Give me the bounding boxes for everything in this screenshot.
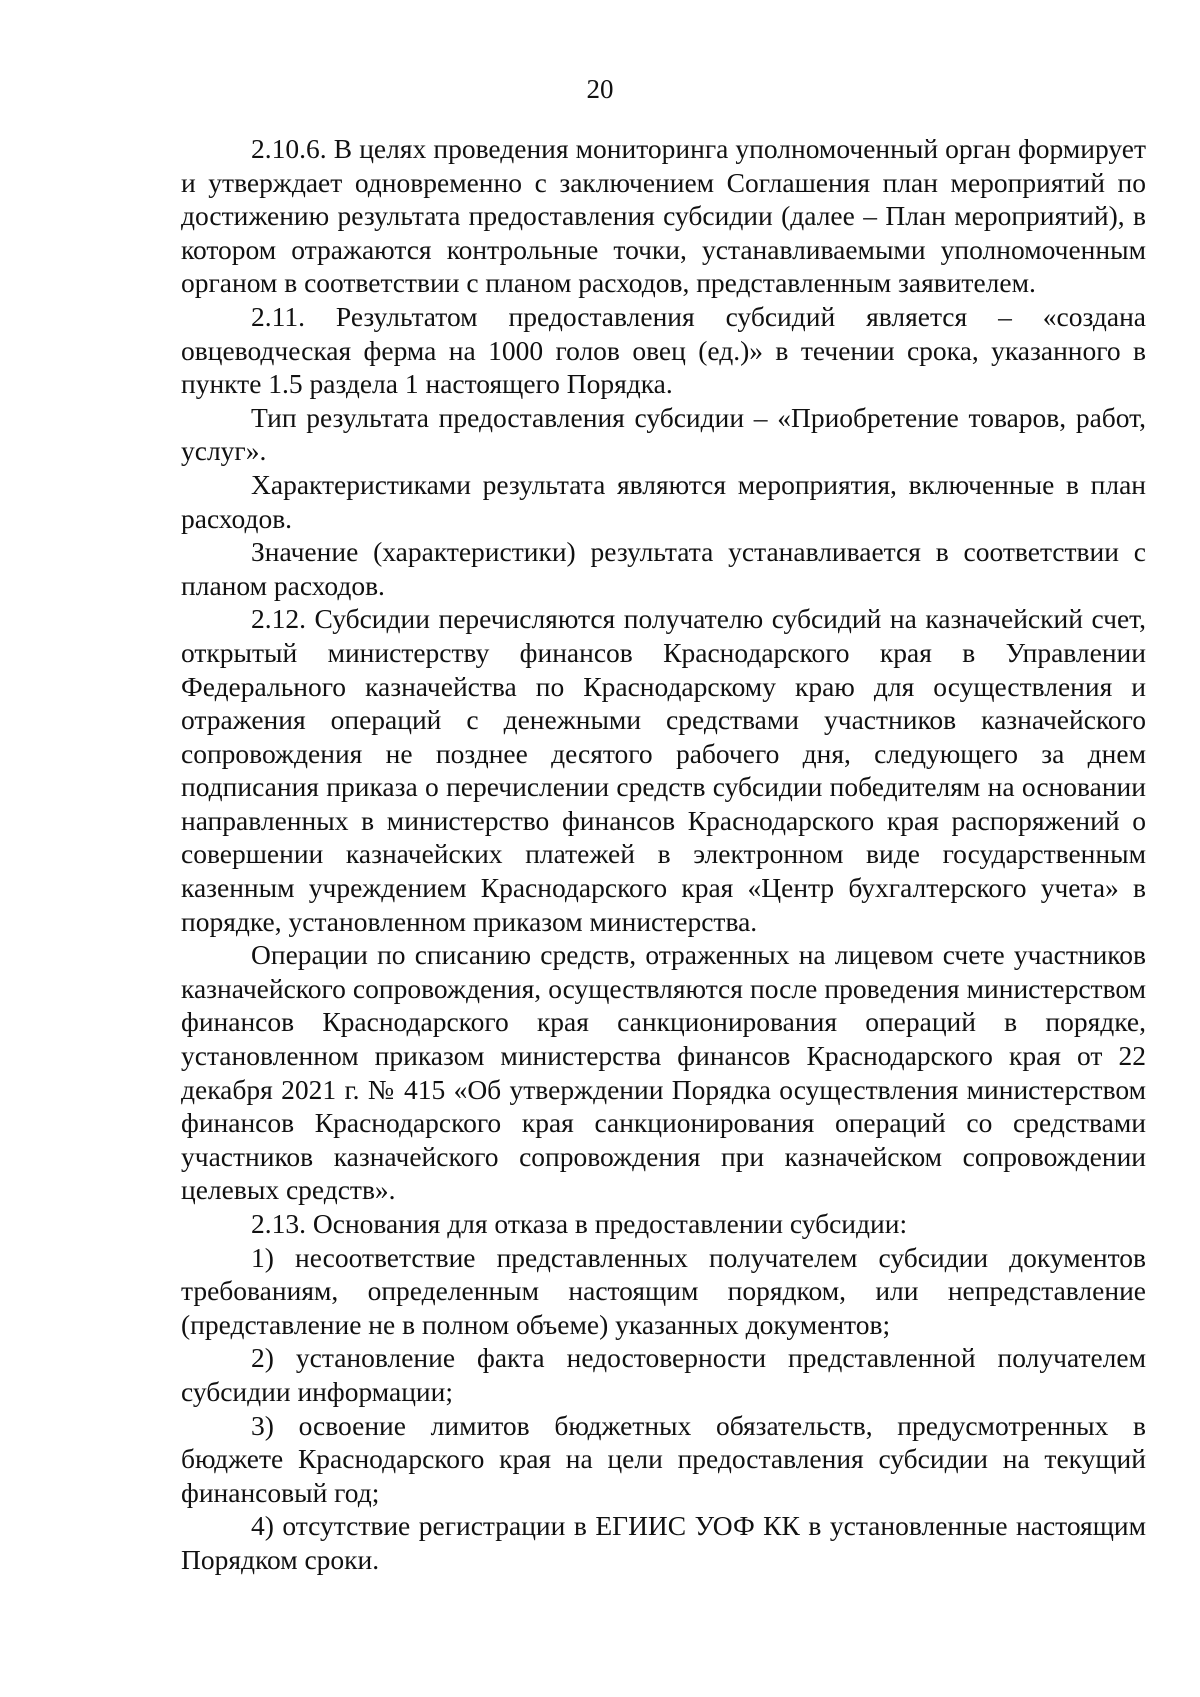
paragraph-2-11: 2.11. Результатом предоставления субсидий является – «создана овцеводческая ферма на 1000 голов овец (ед.)» в течении срока, указанного в пункте 1.5 раздела 1 настоящего Порядка.	[181, 300, 1146, 400]
paragraph-operations: Операции по списанию средств, отраженных на лицевом счете участников казначейского сопровождения, осуществляются после проведения министерством финансов Краснодарского края санкционирования операций в порядке, установленном приказом министерства финансов Краснодарского края от 22 декабря 2021 г. № 415 «Об утверждении Порядка осуществления министерством финансов Краснодарского края санкционирования операций со средствами участников казначейского сопровождения при казначейском сопровождении целевых средств».	[181, 939, 1146, 1206]
paragraph-2-10-6: 2.10.6. В целях проведения мониторинга уполномоченный орган формирует и утверждает одновременно с заключением Соглашения план мероприятий по достижению результата предоставления субсидии (далее – План мероприятий), в котором отражаются контрольные точки, устанавливаемыми уполномоченным органом в соответствии с планом расходов, представленным заявителем.	[181, 133, 1146, 299]
paragraph-2-13: 2.13. Основания для отказа в предоставлении субсидии:	[251, 1208, 908, 1239]
list-item-2: 2) установление факта недостоверности представленной получателем субсидии информации;	[181, 1342, 1146, 1407]
list-item-4: 4) отсутствие регистрации в ЕГИИС УОФ КК в установленные настоящим Порядком сроки.	[181, 1510, 1146, 1575]
paragraph-result-value: Значение (характеристики) результата устанавливается в соответствии с планом расходов.	[181, 536, 1146, 601]
document-body	[181, 132, 1146, 1577]
page-number: 20	[586, 74, 614, 104]
paragraph-result-type: Тип результата предоставления субсидии – «Приобретение товаров, работ, услуг».	[181, 401, 1146, 467]
paragraph-result-characteristics: Характеристиками результата являются мероприятия, включенные в план расходов.	[181, 468, 1146, 534]
list-item-3: 3) освоение лимитов бюджетных обязательств, предусмотренных в бюджете Краснодарского края на цели предоставления субсидии на текущий финансовый год;	[181, 1409, 1146, 1508]
list-item-1: 1) несоответствие представленных получателем субсидии документов требованиям, определенным настоящим порядком, или непредставление (представление не в полном объеме) указанных документов;	[181, 1241, 1146, 1340]
paragraph-2-12: 2.12. Субсидии перечисляются получателю субсидий на казначейский счет, открытый министерству финансов Краснодарского края в Управлении Федерального казначейства по Краснодарскому краю для осуществления и отражения операций с денежными средствами участников казначейского сопровождения не позднее десятого рабочего дня, следующего за днем подписания приказа о перечислении средств субсидии победителям на основании направленных в министерство финансов Краснодарского края распоряжений о совершении казначейских платежей в электронном виде государственным казенным учреждением Краснодарского края «Центр бухгалтерского учета» в порядке, установленном приказом министерства.	[181, 603, 1146, 937]
